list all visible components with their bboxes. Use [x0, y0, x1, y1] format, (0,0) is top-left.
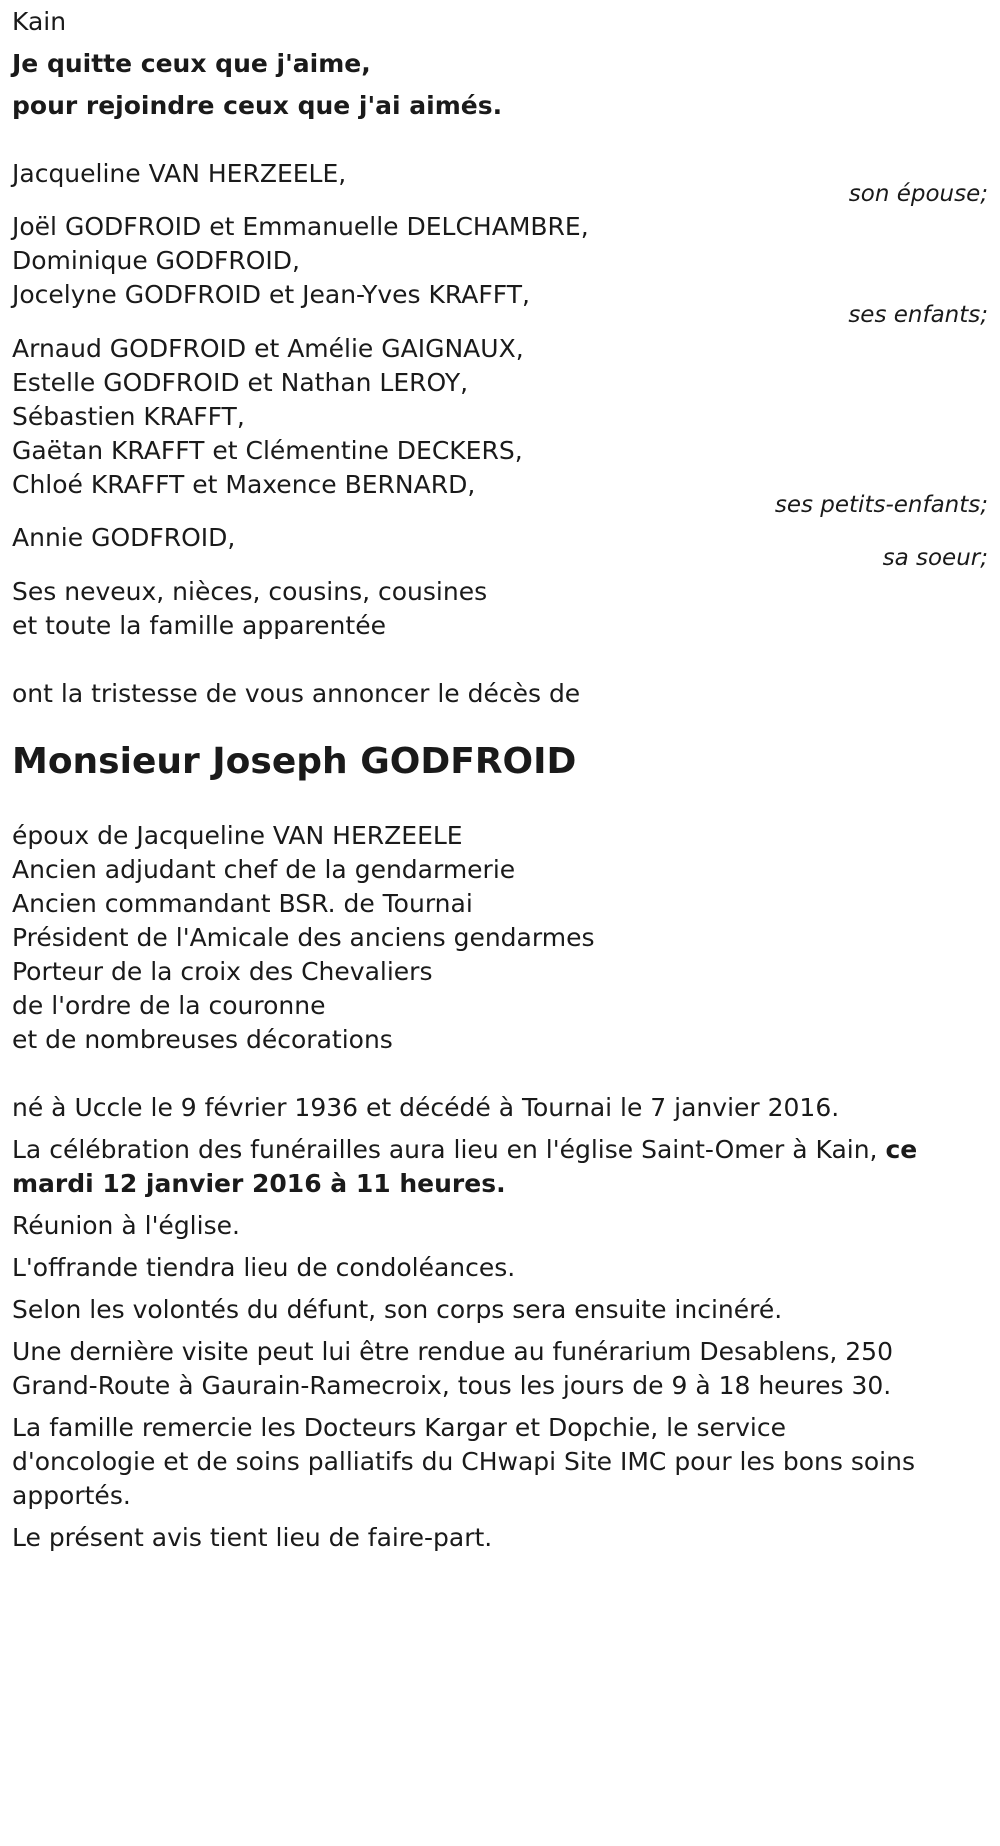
deceased-detail: Ancien adjudant chef de la gendarmerie — [12, 855, 516, 884]
quote-line-1: Je quitte ceux que j'aime, — [12, 49, 371, 78]
visit-note-line-1: Une dernière visite peut lui être rendue au funérarium Desablens, 250 — [12, 1337, 893, 1366]
quote-line-2: pour rejoindre ceux que j'ai aimés. — [12, 91, 503, 120]
sister-role: sa soeur; — [882, 545, 988, 571]
gathering-note: Réunion à l'église. — [12, 1211, 240, 1240]
relatives-line: Ses neveux, nièces, cousins, cousines — [12, 577, 488, 606]
grandchild-name: Sébastien KRAFFT, — [12, 402, 245, 431]
deceased-detail: Ancien commandant BSR. de Tournai — [12, 889, 473, 918]
deceased-name: Monsieur Joseph GODFROID — [12, 741, 577, 782]
grandchild-name: Gaëtan KRAFFT et Clémentine DECKERS, — [12, 436, 523, 465]
birth-death-dates: né à Uccle le 9 février 1936 et décédé à Tournai le 7 janvier 2016. — [12, 1093, 840, 1122]
deceased-detail: et de nombreuses décorations — [12, 1025, 393, 1054]
grandchild-name: Estelle GODFROID et Nathan LEROY, — [12, 368, 469, 397]
ceremony-bold-start: ce — [885, 1135, 918, 1164]
ceremony-text: La célébration des funérailles aura lieu en l'église Saint-Omer à Kain, — [12, 1135, 878, 1164]
child-name: Joël GODFROID et Emmanuelle DELCHAMBRE, — [12, 212, 589, 241]
children-role: ses enfants; — [848, 302, 988, 328]
relatives-line: et toute la famille apparentée — [12, 611, 386, 640]
deceased-detail: Président de l'Amicale des anciens gendarmes — [12, 923, 595, 952]
deceased-detail: de l'ordre de la couronne — [12, 991, 326, 1020]
spouse-role: son épouse; — [848, 181, 988, 207]
thanks-line-1: La famille remercie les Docteurs Kargar et Dopchie, le service — [12, 1413, 786, 1442]
grandchild-name: Chloé KRAFFT et Maxence BERNARD, — [12, 470, 476, 499]
thanks-line-2: d'oncologie et de soins palliatifs du CHwapi Site IMC pour les bons soins — [12, 1447, 915, 1476]
grandchildren-role: ses petits-enfants; — [774, 492, 988, 518]
deceased-detail: époux de Jacqueline VAN HERZEELE — [12, 821, 463, 850]
cremation-note: Selon les volontés du défunt, son corps sera ensuite incinéré. — [12, 1295, 783, 1324]
child-name: Jocelyne GODFROID et Jean-Yves KRAFFT, — [12, 280, 530, 309]
grandchild-name: Arnaud GODFROID et Amélie GAIGNAUX, — [12, 334, 524, 363]
sister-name: Annie GODFROID, — [12, 523, 236, 552]
closing-note: Le présent avis tient lieu de faire-part. — [12, 1523, 493, 1552]
thanks-line-3: apportés. — [12, 1481, 131, 1510]
visit-note-line-2: Grand-Route à Gaurain-Ramecroix, tous les jours de 9 à 18 heures 30. — [12, 1371, 892, 1400]
deceased-detail: Porteur de la croix des Chevaliers — [12, 957, 433, 986]
ceremony-date: mardi 12 janvier 2016 à 11 heures. — [12, 1169, 506, 1198]
place-name: Kain — [12, 7, 67, 36]
spouse-name: Jacqueline VAN HERZEELE, — [12, 159, 347, 188]
child-name: Dominique GODFROID, — [12, 246, 300, 275]
offering-note: L'offrande tiendra lieu de condoléances. — [12, 1253, 516, 1282]
announcement-text: ont la tristesse de vous annoncer le décès de — [12, 679, 581, 708]
